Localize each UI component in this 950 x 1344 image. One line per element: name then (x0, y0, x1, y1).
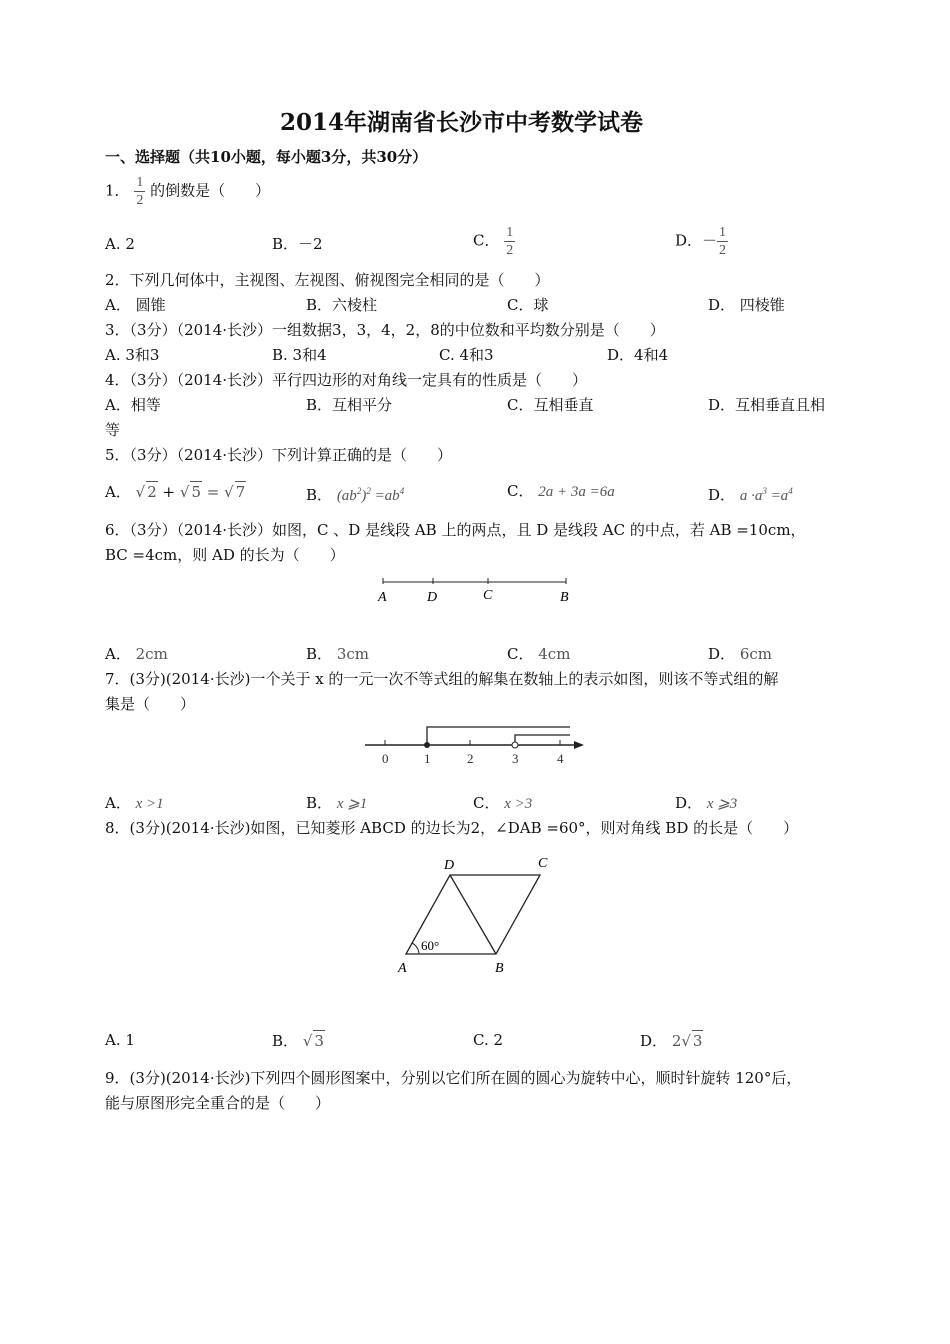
q6-option-a[interactable]: A． 2cm (105, 645, 168, 663)
q3-option-a[interactable]: A. 3和3 (105, 346, 160, 364)
question-8-stem: 8．(3分)(2014·长沙)如图，已知菱形 ABCD 的边长为2，∠DAB =60°，则对角线 BD 的长是（ ） (105, 819, 799, 837)
q6-option-c[interactable]: C． 4cm (507, 645, 571, 663)
point-label-b: B (560, 590, 569, 605)
number-line-diagram (360, 720, 590, 770)
point-label-d: D (427, 590, 438, 605)
q4-option-d-continued: 等 (105, 421, 121, 439)
q7-option-d[interactable]: D． x ⩾3 (675, 794, 738, 812)
question-4-stem: 4．（3分）（2014·长沙）平行四边形的对角线一定具有的性质是（ ） (105, 371, 588, 389)
q8-option-d[interactable]: D． 2√ 3 (640, 1032, 703, 1050)
vertex-c: C (538, 856, 548, 871)
q4-option-c[interactable]: C．互相垂直 (507, 396, 594, 414)
question-7-line2: 集是（ ） (105, 695, 196, 713)
q3-option-d[interactable]: D．4和4 (607, 346, 669, 364)
tick-3: 3 (512, 751, 519, 766)
tick-4: 4 (557, 751, 564, 766)
q8-option-c[interactable]: C. 2 (473, 1031, 504, 1049)
angle-label: 60° (421, 938, 440, 953)
page-title: 2014年湖南省长沙市中考数学试卷 (280, 109, 644, 136)
question-3-stem: 3．（3分）（2014·长沙）一组数据3，3，4，2，8的中位数和平均数分别是（ ） (105, 321, 665, 339)
q3-option-c[interactable]: C. 4和3 (439, 346, 494, 364)
vertex-d: D (444, 858, 455, 873)
q3-option-b[interactable]: B. 3和4 (272, 346, 327, 364)
q6-option-b[interactable]: B． 3cm (306, 645, 369, 663)
question-9-line2: 能与原图形完全重合的是（ ） (105, 1094, 331, 1112)
q1-option-d[interactable]: D．－ $\frac{1}{2}$ (675, 225, 727, 258)
q8-option-a[interactable]: A. 1 (105, 1031, 135, 1049)
tick-0: 0 (382, 751, 389, 766)
q1-option-b[interactable]: B．－2 (272, 235, 323, 253)
tick-1: 1 (424, 751, 431, 766)
q4-option-a[interactable]: A．相等 (105, 396, 161, 414)
q1-option-a[interactable]: A. 2 (105, 235, 135, 253)
fraction-one-half: $\frac{1}{2}$ (136, 175, 144, 208)
tick-2: 2 (467, 751, 474, 766)
question-7-line1: 7．(3分)(2014·长沙)一个关于 x 的一元一次不等式组的解集在数轴上的表示如图，则该不等式组的解 (105, 670, 779, 688)
point-label-a: A (378, 590, 387, 605)
q4-option-d[interactable]: D．互相垂直且相 (708, 396, 826, 414)
segment-diagram (370, 570, 580, 610)
question-9-line1: 9．(3分)(2014·长沙)下列四个圆形图案中，分别以它们所在圆的圆心为旋转中心，顺时针旋转 120°后， (105, 1069, 802, 1087)
q2-option-d[interactable]: D． 四棱锥 (708, 296, 785, 314)
q5-option-a[interactable]: A． √ 2 + √ 5 = √ 7 (105, 483, 246, 501)
q7-option-c[interactable]: C． x >3 (473, 794, 533, 812)
question-5-stem: 5．（3分）（2014·长沙）下列计算正确的是（ ） (105, 446, 453, 464)
vertex-b: B (495, 961, 504, 976)
vertex-a: A (398, 961, 407, 976)
q2-option-c[interactable]: C．球 (507, 296, 549, 314)
q5-option-b[interactable]: B． $(ab^2)^2 =ab^4$ (306, 486, 405, 504)
q7-option-a[interactable]: A． x >1 (105, 794, 164, 812)
question-6-line2: BC =4cm，则 AD 的长为（ ） (105, 546, 345, 564)
q5-option-d[interactable]: D． $a \cdot a^3 =a^4$ (708, 486, 793, 504)
q8-option-b[interactable]: B． √ 3 (272, 1032, 324, 1050)
question-1-stem: 1． $\frac{1}{2}$ 的倒数是（ ） (105, 175, 271, 208)
question-6-line1: 6．（3分）（2014·长沙）如图，C 、D 是线段 AB 上的两点，且 D 是线段 AC 的中点，若 AB =10cm， (105, 521, 806, 539)
q2-option-b[interactable]: B．六棱柱 (306, 296, 378, 314)
q5-option-c[interactable]: C． 2a + 3a =6a (507, 482, 615, 500)
q4-option-b[interactable]: B．互相平分 (306, 396, 393, 414)
q2-option-a[interactable]: A． 圆锥 (105, 296, 166, 314)
q7-option-b[interactable]: B． x ⩾1 (306, 794, 368, 812)
section-heading: 一、选择题（共10小题，每小题3分，共30分） (105, 148, 428, 166)
q1-option-c[interactable]: C． $\frac{1}{2}$ (473, 225, 514, 258)
question-2-stem: 2．下列几何体中，主视图、左视图、俯视图完全相同的是（ ） (105, 271, 550, 289)
rhombus-diagram (390, 850, 565, 980)
point-label-c: C (483, 588, 493, 603)
q6-option-d[interactable]: D． 6cm (708, 645, 772, 663)
